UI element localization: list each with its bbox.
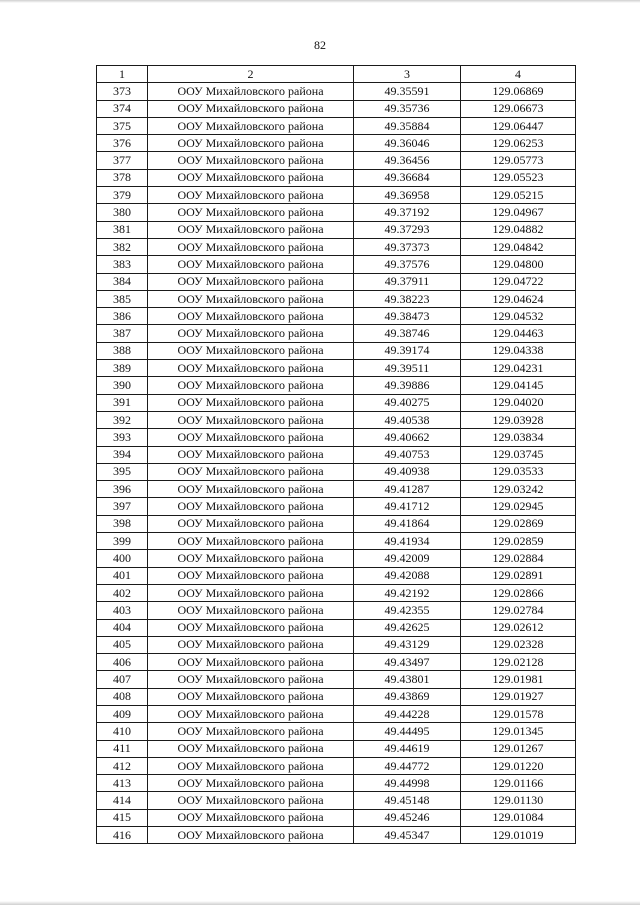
table-row <box>97 567 576 584</box>
row-number-cell: 377 <box>97 152 148 169</box>
row-number-cell: 414 <box>97 792 148 809</box>
longitude-cell: 129.02866 <box>461 584 576 601</box>
organization-cell: ООУ Михайловского района <box>148 238 354 255</box>
longitude-cell: 129.06869 <box>461 83 576 100</box>
table-row <box>97 792 576 809</box>
row-number-cell: 399 <box>97 533 148 550</box>
latitude-cell: 49.39174 <box>354 342 461 359</box>
table-row <box>97 757 576 774</box>
row-number-cell: 405 <box>97 636 148 653</box>
scan-top-edge <box>0 0 640 3</box>
organization-cell: ООУ Михайловского района <box>148 775 354 792</box>
row-number-cell: 391 <box>97 394 148 411</box>
row-number-cell: 378 <box>97 169 148 186</box>
table-header-row <box>97 66 576 83</box>
header-cell: 2 <box>148 66 354 83</box>
longitude-cell: 129.03928 <box>461 411 576 428</box>
table-row <box>97 533 576 550</box>
organization-cell: ООУ Михайловского района <box>148 429 354 446</box>
table-row <box>97 827 576 844</box>
longitude-cell: 129.04463 <box>461 325 576 342</box>
latitude-cell: 49.38223 <box>354 290 461 307</box>
table-row <box>97 187 576 204</box>
organization-cell: ООУ Михайловского района <box>148 619 354 636</box>
latitude-cell: 49.43497 <box>354 654 461 671</box>
row-number-cell: 396 <box>97 481 148 498</box>
organization-cell: ООУ Михайловского района <box>148 273 354 290</box>
latitude-cell: 49.45246 <box>354 809 461 826</box>
organization-cell: ООУ Михайловского района <box>148 654 354 671</box>
latitude-cell: 49.39511 <box>354 360 461 377</box>
latitude-cell: 49.42355 <box>354 602 461 619</box>
latitude-cell: 49.37373 <box>354 238 461 255</box>
latitude-cell: 49.44998 <box>354 775 461 792</box>
longitude-cell: 129.02945 <box>461 498 576 515</box>
longitude-cell: 129.04338 <box>461 342 576 359</box>
latitude-cell: 49.36958 <box>354 187 461 204</box>
table-row <box>97 429 576 446</box>
longitude-cell: 129.05215 <box>461 187 576 204</box>
row-number-cell: 379 <box>97 187 148 204</box>
latitude-cell: 49.37192 <box>354 204 461 221</box>
latitude-cell: 49.41712 <box>354 498 461 515</box>
longitude-cell: 129.04145 <box>461 377 576 394</box>
latitude-cell: 49.40275 <box>354 394 461 411</box>
table-row <box>97 515 576 532</box>
latitude-cell: 49.41287 <box>354 481 461 498</box>
organization-cell: ООУ Михайловского района <box>148 256 354 273</box>
table-row <box>97 809 576 826</box>
latitude-cell: 49.40662 <box>354 429 461 446</box>
latitude-cell: 49.40753 <box>354 446 461 463</box>
row-number-cell: 385 <box>97 290 148 307</box>
row-number-cell: 381 <box>97 221 148 238</box>
table-row <box>97 602 576 619</box>
table-row <box>97 705 576 722</box>
longitude-cell: 129.04967 <box>461 204 576 221</box>
table-row <box>97 394 576 411</box>
latitude-cell: 49.43801 <box>354 671 461 688</box>
organization-cell: ООУ Михайловского района <box>148 533 354 550</box>
table-row <box>97 619 576 636</box>
organization-cell: ООУ Михайловского района <box>148 446 354 463</box>
longitude-cell: 129.06447 <box>461 117 576 134</box>
row-number-cell: 392 <box>97 411 148 428</box>
table-row <box>97 775 576 792</box>
longitude-cell: 129.02884 <box>461 550 576 567</box>
table-row <box>97 83 576 100</box>
table-row <box>97 740 576 757</box>
latitude-cell: 49.45347 <box>354 827 461 844</box>
longitude-cell: 129.01166 <box>461 775 576 792</box>
longitude-cell: 129.01578 <box>461 705 576 722</box>
organization-cell: ООУ Михайловского района <box>148 792 354 809</box>
table-row <box>97 273 576 290</box>
table-row <box>97 256 576 273</box>
latitude-cell: 49.41864 <box>354 515 461 532</box>
row-number-cell: 397 <box>97 498 148 515</box>
row-number-cell: 412 <box>97 757 148 774</box>
longitude-cell: 129.01084 <box>461 809 576 826</box>
table-row <box>97 100 576 117</box>
organization-cell: ООУ Михайловского района <box>148 308 354 325</box>
longitude-cell: 129.05523 <box>461 169 576 186</box>
table-row <box>97 584 576 601</box>
organization-cell: ООУ Михайловского района <box>148 809 354 826</box>
row-number-cell: 411 <box>97 740 148 757</box>
organization-cell: ООУ Михайловского района <box>148 671 354 688</box>
longitude-cell: 129.01220 <box>461 757 576 774</box>
latitude-cell: 49.42625 <box>354 619 461 636</box>
organization-cell: ООУ Михайловского района <box>148 290 354 307</box>
longitude-cell: 129.06253 <box>461 135 576 152</box>
row-number-cell: 389 <box>97 360 148 377</box>
organization-cell: ООУ Михайловского района <box>148 757 354 774</box>
organization-cell: ООУ Михайловского района <box>148 411 354 428</box>
table-row <box>97 498 576 515</box>
organization-cell: ООУ Михайловского района <box>148 567 354 584</box>
latitude-cell: 49.43869 <box>354 688 461 705</box>
longitude-cell: 129.04532 <box>461 308 576 325</box>
longitude-cell: 129.04722 <box>461 273 576 290</box>
table-row <box>97 688 576 705</box>
organization-cell: ООУ Михайловского района <box>148 187 354 204</box>
longitude-cell: 129.01130 <box>461 792 576 809</box>
row-number-cell: 376 <box>97 135 148 152</box>
table-row <box>97 463 576 480</box>
header-cell: 3 <box>354 66 461 83</box>
row-number-cell: 408 <box>97 688 148 705</box>
organization-cell: ООУ Михайловского района <box>148 740 354 757</box>
organization-cell: ООУ Михайловского района <box>148 342 354 359</box>
organization-cell: ООУ Михайловского района <box>148 688 354 705</box>
organization-cell: ООУ Михайловского района <box>148 394 354 411</box>
row-number-cell: 400 <box>97 550 148 567</box>
organization-cell: ООУ Михайловского района <box>148 705 354 722</box>
organization-cell: ООУ Михайловского района <box>148 463 354 480</box>
table-row <box>97 654 576 671</box>
organization-cell: ООУ Михайловского района <box>148 169 354 186</box>
longitude-cell: 129.06673 <box>461 100 576 117</box>
row-number-cell: 415 <box>97 809 148 826</box>
row-number-cell: 413 <box>97 775 148 792</box>
organization-cell: ООУ Михайловского района <box>148 584 354 601</box>
organization-cell: ООУ Михайловского района <box>148 204 354 221</box>
row-number-cell: 404 <box>97 619 148 636</box>
organization-cell: ООУ Михайловского района <box>148 117 354 134</box>
table-row <box>97 342 576 359</box>
latitude-cell: 49.44619 <box>354 740 461 757</box>
latitude-cell: 49.35736 <box>354 100 461 117</box>
latitude-cell: 49.43129 <box>354 636 461 653</box>
longitude-cell: 129.04231 <box>461 360 576 377</box>
longitude-cell: 129.02128 <box>461 654 576 671</box>
longitude-cell: 129.01981 <box>461 671 576 688</box>
organization-cell: ООУ Михайловского района <box>148 827 354 844</box>
row-number-cell: 406 <box>97 654 148 671</box>
longitude-cell: 129.02328 <box>461 636 576 653</box>
organization-cell: ООУ Михайловского района <box>148 325 354 342</box>
latitude-cell: 49.36046 <box>354 135 461 152</box>
longitude-cell: 129.03745 <box>461 446 576 463</box>
row-number-cell: 386 <box>97 308 148 325</box>
row-number-cell: 387 <box>97 325 148 342</box>
longitude-cell: 129.03834 <box>461 429 576 446</box>
row-number-cell: 410 <box>97 723 148 740</box>
table-row <box>97 152 576 169</box>
longitude-cell: 129.04882 <box>461 221 576 238</box>
row-number-cell: 384 <box>97 273 148 290</box>
latitude-cell: 49.36456 <box>354 152 461 169</box>
longitude-cell: 129.04624 <box>461 290 576 307</box>
longitude-cell: 129.01267 <box>461 740 576 757</box>
latitude-cell: 49.40938 <box>354 463 461 480</box>
organization-cell: ООУ Михайловского района <box>148 515 354 532</box>
organization-cell: ООУ Михайловского района <box>148 360 354 377</box>
organization-cell: ООУ Михайловского района <box>148 550 354 567</box>
table-row <box>97 481 576 498</box>
organization-cell: ООУ Михайловского района <box>148 498 354 515</box>
row-number-cell: 383 <box>97 256 148 273</box>
latitude-cell: 49.38473 <box>354 308 461 325</box>
longitude-cell: 129.02891 <box>461 567 576 584</box>
organization-cell: ООУ Михайловского района <box>148 83 354 100</box>
row-number-cell: 393 <box>97 429 148 446</box>
longitude-cell: 129.02612 <box>461 619 576 636</box>
table-row <box>97 221 576 238</box>
latitude-cell: 49.44495 <box>354 723 461 740</box>
table-row <box>97 377 576 394</box>
table-row <box>97 169 576 186</box>
row-number-cell: 382 <box>97 238 148 255</box>
organization-cell: ООУ Михайловского района <box>148 377 354 394</box>
organization-cell: ООУ Михайловского района <box>148 221 354 238</box>
latitude-cell: 49.37911 <box>354 273 461 290</box>
table-row <box>97 204 576 221</box>
row-number-cell: 390 <box>97 377 148 394</box>
row-number-cell: 416 <box>97 827 148 844</box>
header-cell: 4 <box>461 66 576 83</box>
row-number-cell: 401 <box>97 567 148 584</box>
table-row <box>97 411 576 428</box>
latitude-cell: 49.44772 <box>354 757 461 774</box>
latitude-cell: 49.37576 <box>354 256 461 273</box>
row-number-cell: 402 <box>97 584 148 601</box>
organization-cell: ООУ Михайловского района <box>148 481 354 498</box>
latitude-cell: 49.45148 <box>354 792 461 809</box>
row-number-cell: 407 <box>97 671 148 688</box>
coordinates-table <box>96 65 576 844</box>
row-number-cell: 394 <box>97 446 148 463</box>
longitude-cell: 129.02784 <box>461 602 576 619</box>
latitude-cell: 49.36684 <box>354 169 461 186</box>
organization-cell: ООУ Михайловского района <box>148 636 354 653</box>
latitude-cell: 49.42088 <box>354 567 461 584</box>
latitude-cell: 49.37293 <box>354 221 461 238</box>
latitude-cell: 49.42009 <box>354 550 461 567</box>
longitude-cell: 129.01019 <box>461 827 576 844</box>
row-number-cell: 395 <box>97 463 148 480</box>
table-row <box>97 135 576 152</box>
table-row <box>97 360 576 377</box>
latitude-cell: 49.44228 <box>354 705 461 722</box>
table-row <box>97 446 576 463</box>
organization-cell: ООУ Михайловского района <box>148 602 354 619</box>
table-row <box>97 238 576 255</box>
row-number-cell: 374 <box>97 100 148 117</box>
table-row <box>97 325 576 342</box>
latitude-cell: 49.42192 <box>354 584 461 601</box>
latitude-cell: 49.41934 <box>354 533 461 550</box>
longitude-cell: 129.03242 <box>461 481 576 498</box>
table-row <box>97 308 576 325</box>
scan-bottom-edge <box>0 901 640 905</box>
longitude-cell: 129.01927 <box>461 688 576 705</box>
table-row <box>97 117 576 134</box>
longitude-cell: 129.02869 <box>461 515 576 532</box>
latitude-cell: 49.35884 <box>354 117 461 134</box>
longitude-cell: 129.05773 <box>461 152 576 169</box>
latitude-cell: 49.38746 <box>354 325 461 342</box>
longitude-cell: 129.03533 <box>461 463 576 480</box>
latitude-cell: 49.35591 <box>354 83 461 100</box>
table-row <box>97 550 576 567</box>
row-number-cell: 375 <box>97 117 148 134</box>
longitude-cell: 129.01345 <box>461 723 576 740</box>
longitude-cell: 129.02859 <box>461 533 576 550</box>
organization-cell: ООУ Михайловского района <box>148 100 354 117</box>
row-number-cell: 403 <box>97 602 148 619</box>
table-row <box>97 723 576 740</box>
table-body <box>97 66 576 844</box>
organization-cell: ООУ Михайловского района <box>148 723 354 740</box>
organization-cell: ООУ Михайловского района <box>148 135 354 152</box>
longitude-cell: 129.04842 <box>461 238 576 255</box>
row-number-cell: 409 <box>97 705 148 722</box>
longitude-cell: 129.04020 <box>461 394 576 411</box>
latitude-cell: 49.39886 <box>354 377 461 394</box>
header-cell: 1 <box>97 66 148 83</box>
row-number-cell: 398 <box>97 515 148 532</box>
row-number-cell: 380 <box>97 204 148 221</box>
longitude-cell: 129.04800 <box>461 256 576 273</box>
page-number: 82 <box>314 38 326 52</box>
latitude-cell: 49.40538 <box>354 411 461 428</box>
organization-cell: ООУ Михайловского района <box>148 152 354 169</box>
table-row <box>97 290 576 307</box>
row-number-cell: 388 <box>97 342 148 359</box>
table-row <box>97 636 576 653</box>
table-row <box>97 671 576 688</box>
row-number-cell: 373 <box>97 83 148 100</box>
